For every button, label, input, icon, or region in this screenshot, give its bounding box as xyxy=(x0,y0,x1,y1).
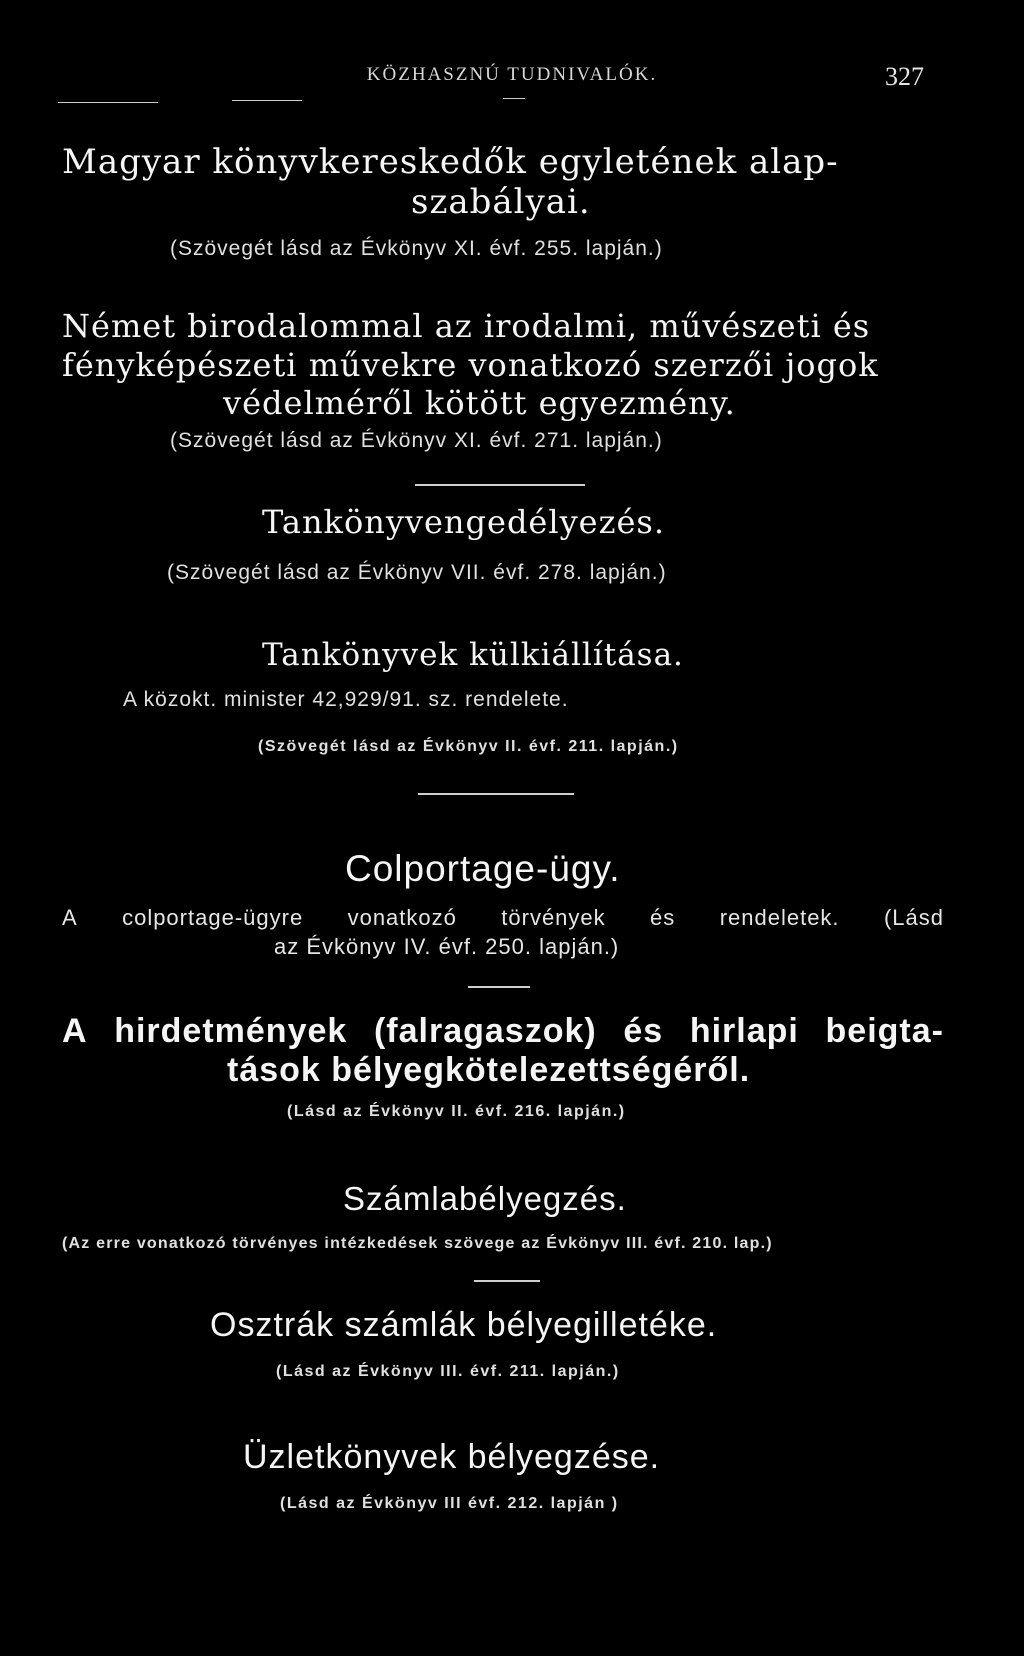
title-word: (falragaszok) xyxy=(373,1012,597,1050)
section-reference: (Lásd az Évkönyv III. évf. 211. lapján.) xyxy=(276,1363,620,1380)
text-word: A xyxy=(62,905,78,930)
section-divider xyxy=(415,484,585,486)
section-title: Német birodalommal az irodalmi, művészeti és xyxy=(62,307,871,345)
section-subtitle: A közokt. minister 42,929/91. sz. rendelete. xyxy=(123,688,569,711)
text-word: és xyxy=(650,905,676,930)
header-rule-3 xyxy=(503,98,525,99)
section-reference: (Lásd az Évkönyv III évf. 212. lapján ) xyxy=(280,1495,619,1512)
section-title xyxy=(62,1012,944,1051)
header-rule-2 xyxy=(232,100,302,101)
section-text xyxy=(62,905,944,931)
section-title: Tankönyvek külkiállítása. xyxy=(262,637,684,673)
section-title: Magyar könyvkereskedők egyletének alap- xyxy=(62,142,839,182)
section-title: Tankönyvengedélyezés. xyxy=(262,503,665,541)
section-title: Colportage-ügy. xyxy=(345,848,621,889)
title-word: beigta- xyxy=(825,1012,944,1050)
section-title: védelméről kötött egyezmény. xyxy=(223,384,736,422)
section-divider xyxy=(468,986,530,988)
section-reference: (Szövegét lásd az Évkönyv VII. évf. 278. lapján.) xyxy=(167,561,667,584)
title-word: A xyxy=(62,1012,88,1050)
section-title: fényképészeti művekre vonatkozó szerzői jogok xyxy=(62,346,879,384)
section-divider xyxy=(474,1280,540,1282)
section-reference: (Lásd az Évkönyv II. évf. 216. lapján.) xyxy=(287,1103,626,1120)
section-reference: (Az erre vonatkozó törvényes intézkedések szövege az Évkönyv III. évf. 210. lap.) xyxy=(62,1235,773,1252)
text-word: rendeletek. xyxy=(719,905,840,930)
running-header: KÖZHASZNÚ TUDNIVALÓK. xyxy=(366,64,658,85)
section-divider xyxy=(418,793,574,795)
text-word: colportage-ügyre xyxy=(122,905,304,930)
section-reference: (Szövegét lásd az Évkönyv XI. évf. 271. lapján.) xyxy=(170,429,663,452)
text-word: törvények xyxy=(501,905,606,930)
section-text: az Évkönyv IV. évf. 250. lapján.) xyxy=(274,934,620,959)
section-title: Üzletkönyvek bélyegzése. xyxy=(243,1438,661,1476)
header-rule-1 xyxy=(58,102,158,103)
section-title: szabályai. xyxy=(411,182,591,222)
title-word: hirlapi xyxy=(689,1012,799,1050)
section-title: Számlabélyegzés. xyxy=(343,1180,627,1217)
section-reference: (Szövegét lásd az Évkönyv II. évf. 211. lapján.) xyxy=(258,738,679,755)
page-number: 327 xyxy=(885,62,924,91)
title-word: és xyxy=(623,1012,664,1050)
section-title: Osztrák számlák bélyegilletéke. xyxy=(210,1306,718,1344)
section-reference: (Szövegét lásd az Évkönyv XI. évf. 255. lapján.) xyxy=(170,237,663,260)
text-word: vonatkozó xyxy=(347,905,457,930)
title-word: hirdetmények xyxy=(114,1012,348,1050)
section-title: tások bélyegkötelezettségéről. xyxy=(227,1051,751,1089)
text-word: (Lásd xyxy=(883,905,944,930)
